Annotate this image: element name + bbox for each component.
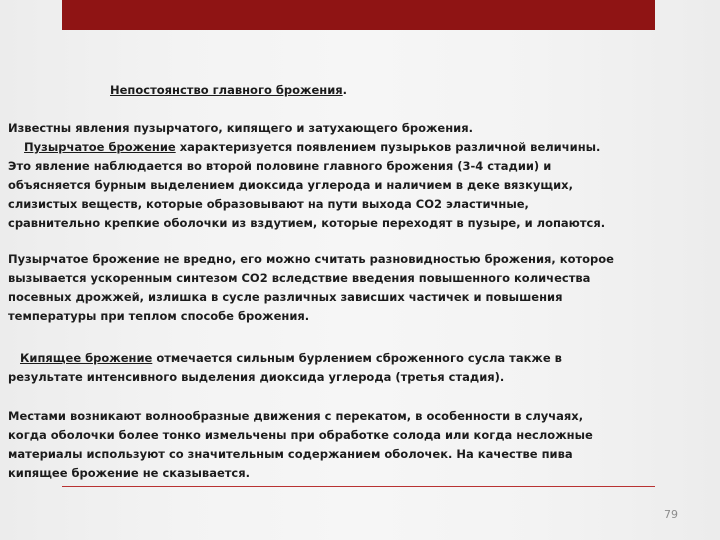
paragraph-line: сравнительно крепкие оболочки из вздутием, которые переходят в пузыре, и лопаются. xyxy=(8,216,606,230)
paragraph-line: объясняется бурным выделением диоксида углерода и наличием в деке вязкущих, xyxy=(8,178,573,192)
paragraph-line xyxy=(8,138,668,157)
paragraph-line: материалы используют со значительным содержанием оболочек. На качестве пива xyxy=(8,447,573,461)
paragraph-bubbly-not-harmful xyxy=(8,250,668,326)
page-number: 79 xyxy=(664,508,678,521)
paragraph-line: вызывается ускоренным синтезом СО2 вследствие введения повышенного количества xyxy=(8,271,591,285)
paragraph-bubbly-fermentation xyxy=(8,119,668,233)
paragraph-line: результате интенсивного выделения диоксида углерода (третья стадия). xyxy=(8,370,505,384)
line-rest: отмечается сильным бурлением сброженного сусла также в xyxy=(152,351,562,365)
paragraph-line: температуры при теплом способе брожения. xyxy=(8,309,310,323)
term-bubbly-fermentation: Пузырчатое брожение xyxy=(24,140,176,154)
paragraph-line: Это явление наблюдается во второй половине главного брожения (3-4 стадии) и xyxy=(8,159,552,173)
slide-title-suffix: . xyxy=(342,83,348,97)
paragraph-line: Местами возникают волнообразные движения с перекатом, в особенности в случаях, xyxy=(8,409,584,423)
paragraph-line: когда оболочки более тонко измельчены при обработке солода или когда несложные xyxy=(8,428,593,442)
slide-title-text: Непостоянство главного брожения xyxy=(110,83,343,97)
paragraph-line: посевных дрожжей, излишка в сусле различных зависших частичек и повышения xyxy=(8,290,563,304)
term-boiling-fermentation: Кипящее брожение xyxy=(20,351,153,365)
paragraph-line xyxy=(8,349,668,368)
indent xyxy=(8,140,24,154)
paragraph-boiling-fermentation xyxy=(8,349,668,387)
top-accent-band xyxy=(62,0,655,30)
slide-title xyxy=(110,82,347,98)
line-rest: характеризуется появлением пузырьков различной величины. xyxy=(175,140,601,154)
paragraph-wave-movements xyxy=(8,407,668,483)
paragraph-line: кипящее брожение не сказывается. xyxy=(8,466,251,480)
paragraph-line: Известны явления пузырчатого, кипящего и затухающего брожения. xyxy=(8,121,473,135)
paragraph-line: Пузырчатое брожение не вредно, его можно считать разновидностью брожения, которое xyxy=(8,252,614,266)
paragraph-line: слизистых веществ, которые образовывают на пути выхода СО2 эластичные, xyxy=(8,197,529,211)
bottom-rule-line xyxy=(62,486,655,487)
indent xyxy=(8,351,20,365)
